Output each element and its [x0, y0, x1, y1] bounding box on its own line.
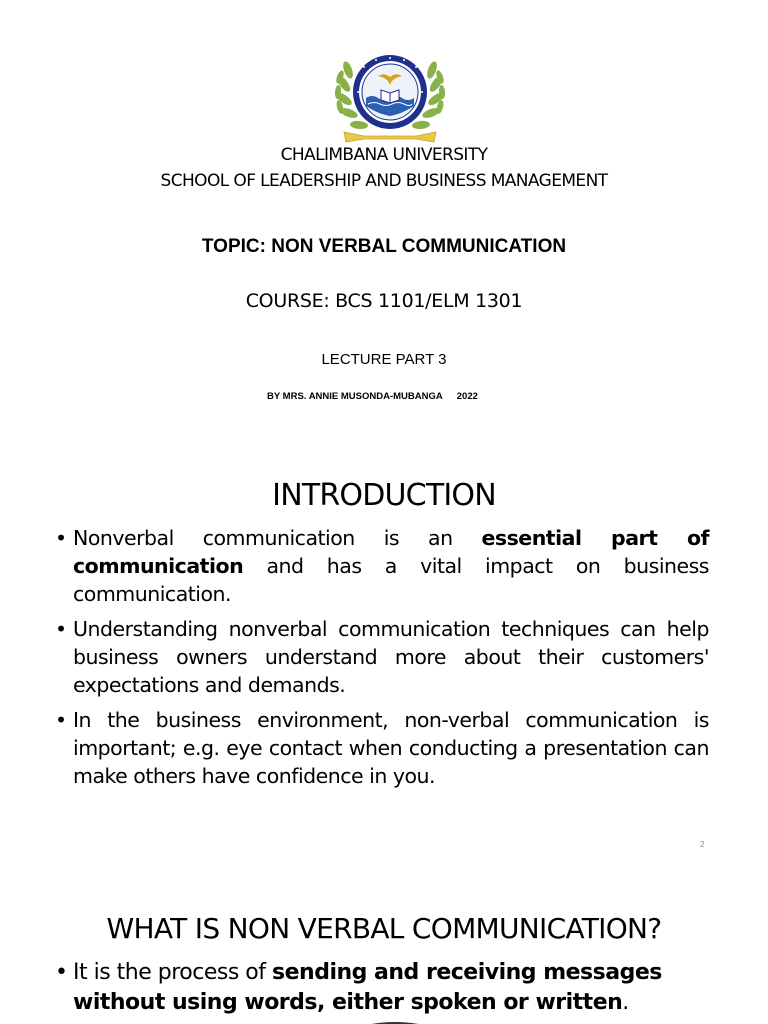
list-item	[55, 615, 709, 699]
school-name: SCHOOL OF LEADERSHIP AND BUSINESS MANAGEMENT	[160, 171, 608, 191]
slide-title: INTRODUCTION	[272, 478, 496, 513]
topic-heading: TOPIC: NON VERBAL COMMUNICATION	[201, 236, 567, 257]
introduction-slide	[0, 448, 768, 876]
list-item	[55, 958, 715, 1018]
bullet-bold-text: essential part of communication	[73, 526, 710, 578]
bullet-text: and has a vital impact on business communication.	[73, 554, 709, 606]
university-crest-icon	[334, 50, 446, 145]
title-slide	[0, 0, 768, 448]
bullet-icon: •	[55, 526, 67, 550]
bullet-list	[55, 524, 709, 797]
year: 2022	[456, 391, 478, 402]
bullet-icon: •	[55, 617, 67, 641]
bullet-bold-text: sending and receiving messages without using words, either spoken or written	[73, 960, 662, 1015]
list-item	[55, 706, 709, 790]
bullet-list	[55, 958, 715, 1024]
page-number: 2	[700, 840, 705, 849]
course-code: COURSE: BCS 1101/ELM 1301	[245, 290, 523, 312]
list-item	[55, 524, 709, 608]
definition-slide	[0, 876, 768, 1024]
slide-title: WHAT IS NON VERBAL COMMUNICATION?	[106, 912, 662, 945]
author-byline	[267, 391, 478, 402]
university-name: CHALIMBANA UNIVERSITY	[280, 145, 488, 165]
bullet-text: Nonverbal communication is an	[73, 526, 482, 550]
bullet-text: It is the process of	[73, 960, 273, 985]
bullet-text: Understanding nonverbal communication techniques can help business owners understand more about their customers' expectations and demands.	[73, 617, 709, 697]
partial-image-edge	[340, 1018, 450, 1024]
bullet-icon: •	[55, 708, 67, 732]
author-name: BY MRS. ANNIE MUSONDA-MUBANGA	[267, 391, 443, 402]
lecture-part: LECTURE PART 3	[321, 351, 447, 368]
bullet-text: .	[622, 990, 629, 1015]
bullet-icon: •	[55, 960, 68, 985]
bullet-text: In the business environment, non-verbal communication is important; e.g. eye contact when conducting a presentation can make others have confidence in you.	[73, 708, 709, 788]
